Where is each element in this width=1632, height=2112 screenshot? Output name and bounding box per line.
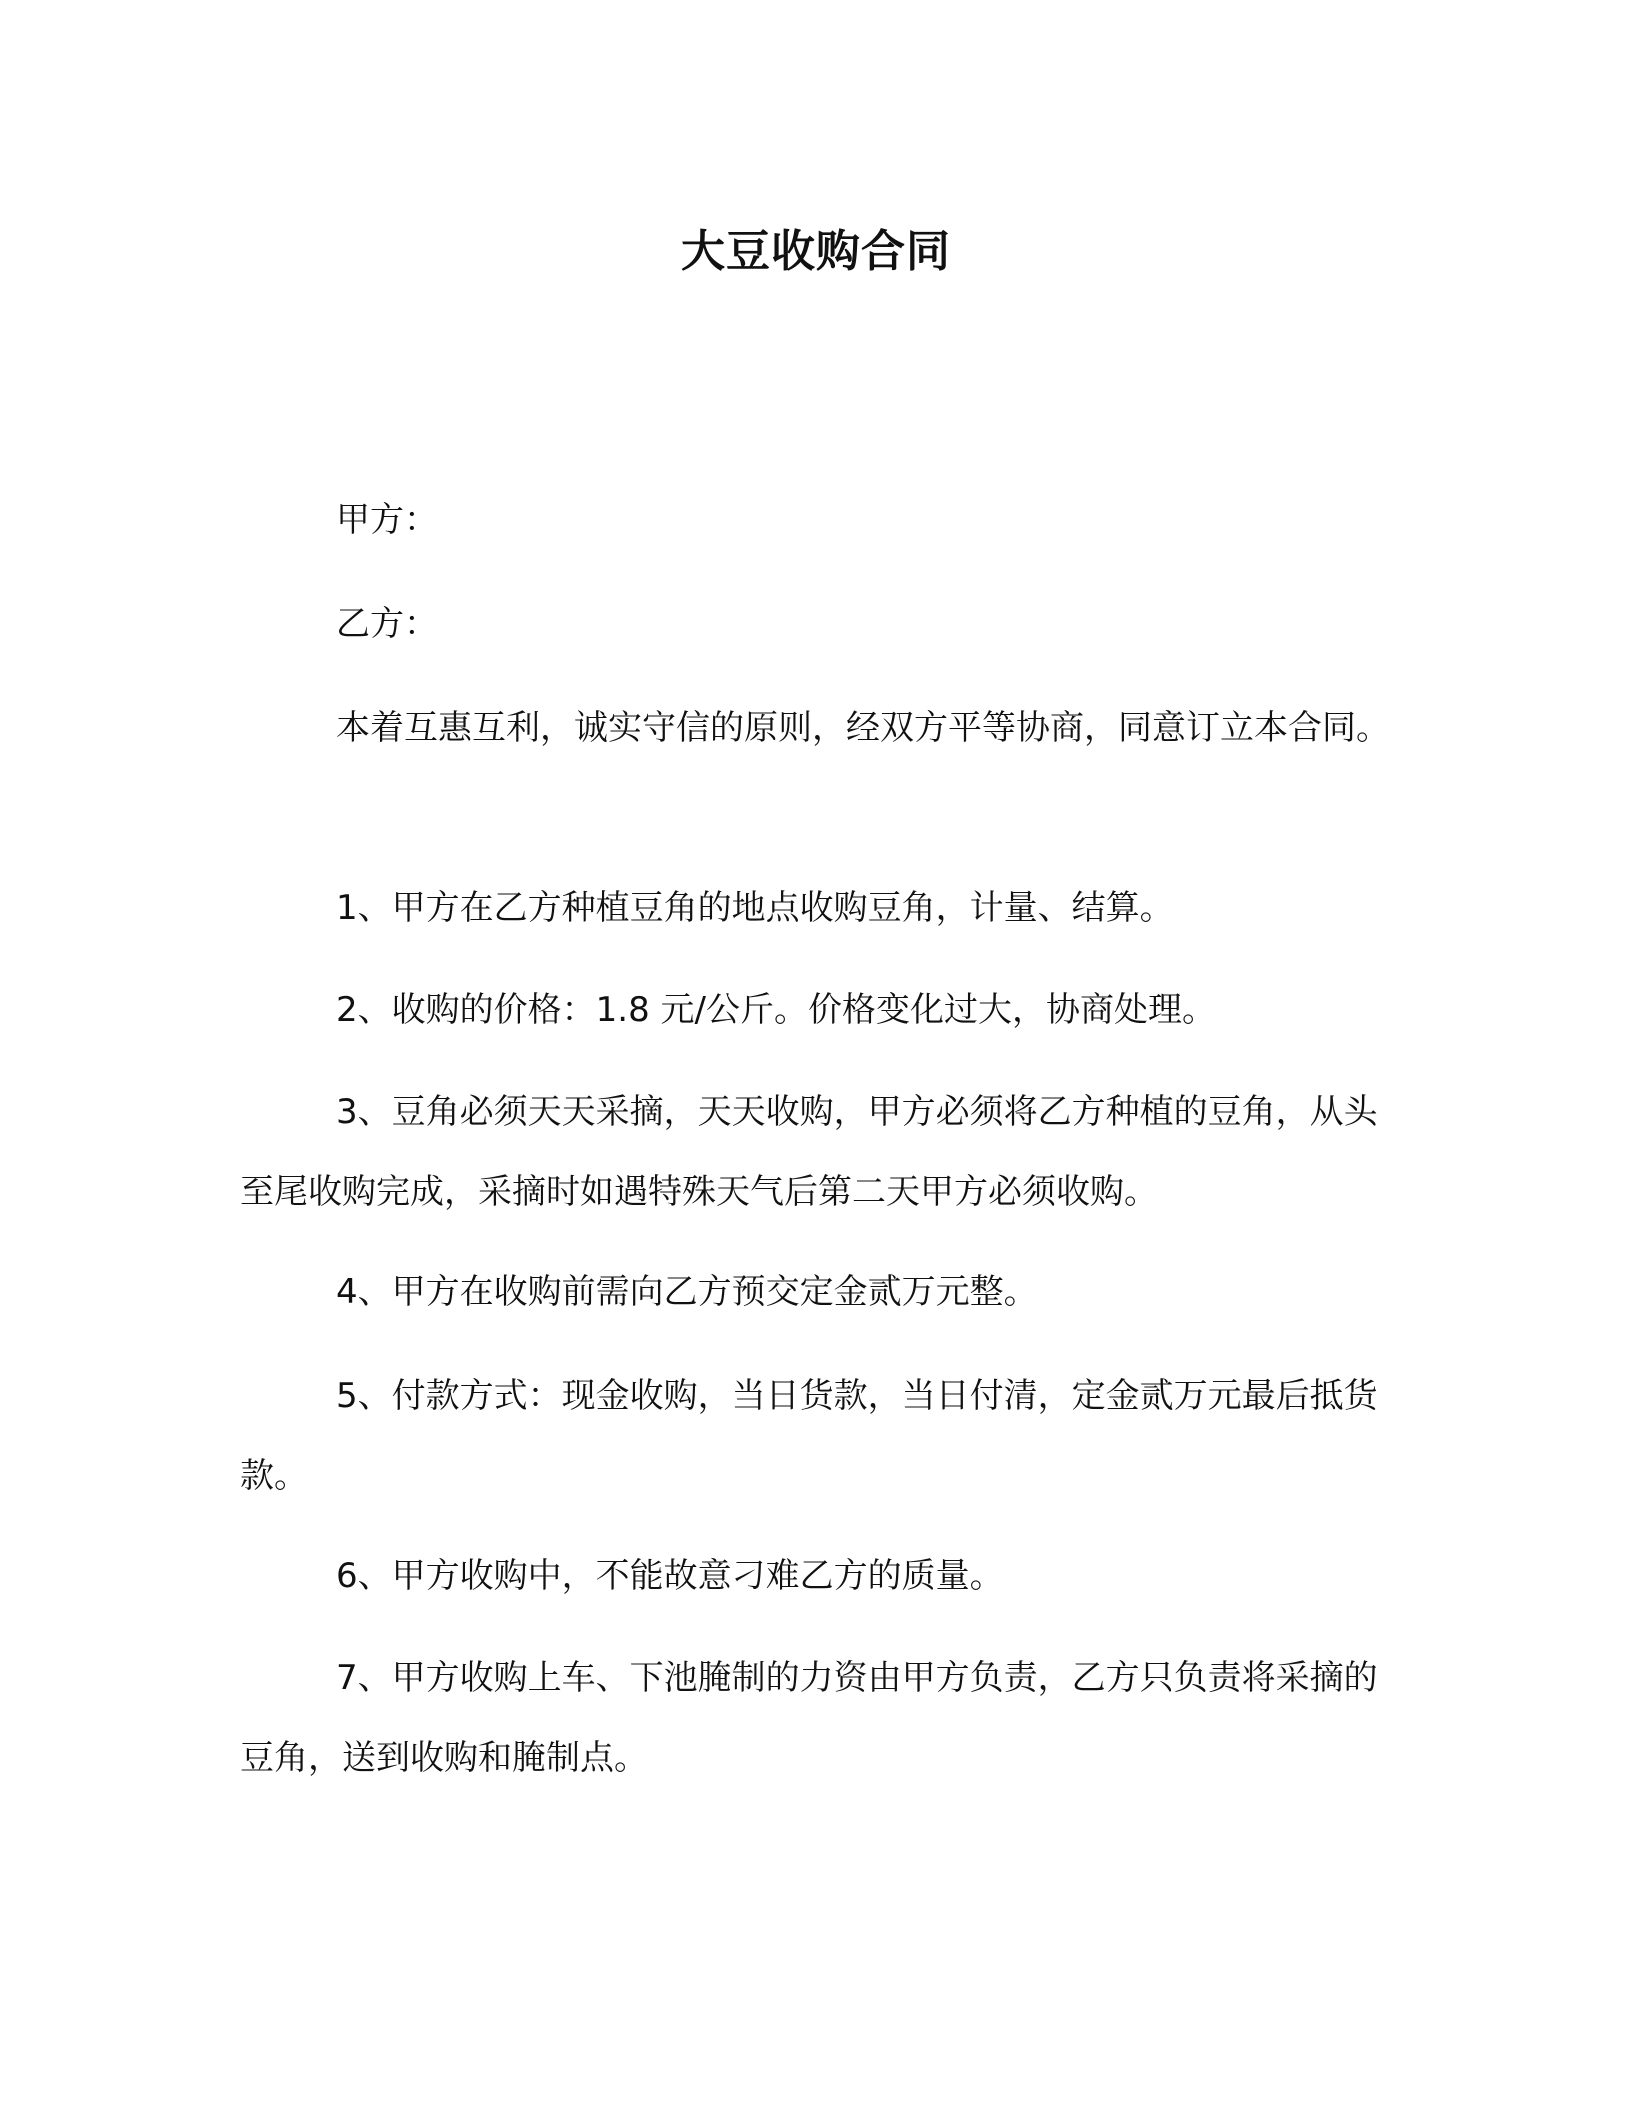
clause-3: 3、豆角必须天天采摘，天天收购，甲方必须将乙方种植的豆角，从头至尾收购完成，采摘时如遇特殊天气后第二天甲方必须收购。 (240, 1092, 1378, 1212)
clause-2: 2、收购的价格：1.8 元/公斤。价格变化过大，协商处理。 (336, 990, 1216, 1030)
clause-6: 6、甲方收购中，不能故意刁难乙方的质量。 (336, 1556, 1004, 1596)
preamble-paragraph: 本着互惠互利，诚实守信的原则，经双方平等协商，同意订立本合同。 (336, 708, 1390, 748)
clause-1: 1、甲方在乙方种植豆角的地点收购豆角，计量、结算。 (336, 888, 1174, 928)
document-title: 大豆收购合同 (681, 226, 951, 277)
party-b-line: 乙方： (336, 604, 438, 644)
clause-5: 5、付款方式：现金收购，当日货款，当日付清，定金贰万元最后抵货款。 (240, 1376, 1378, 1496)
clause-7: 7、甲方收购上车、下池腌制的力资由甲方负责，乙方只负责将采摘的豆角，送到收购和腌制点。 (240, 1658, 1378, 1778)
clause-4: 4、甲方在收购前需向乙方预交定金贰万元整。 (336, 1272, 1038, 1312)
party-a-line: 甲方： (336, 500, 438, 540)
